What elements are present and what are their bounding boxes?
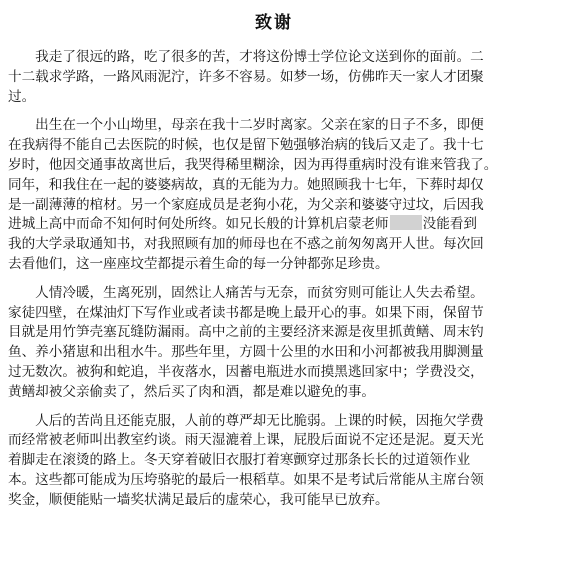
text-line: 人情冷暖，生离死别，固然让人痛苦与无奈，而贫穷则可能让人失去希望。 xyxy=(8,284,484,301)
redacted-name-box xyxy=(390,215,422,230)
text-segment: 进城上高中而命不知何时何处所终。如兄长般的计算机启蒙老师 xyxy=(8,216,389,233)
paragraph-3 xyxy=(8,284,540,403)
paragraph-2 xyxy=(8,116,540,274)
text-line: 着脚走在滚烫的路上。冬天穿着破旧衣服打着寒颤穿过那条长长的过道领作业 xyxy=(8,452,471,469)
text-line: 人后的苦尚且还能克服，人前的尊严却无比脆弱。上课的时候，因拖欠学费 xyxy=(8,412,484,429)
text-line: 鱼、养小猪崽和出租水牛。那些年里，方圆十公里的水田和小河都被我用脚测量 xyxy=(8,344,484,361)
text-line: 是一副薄薄的棺材。另一个家庭成员是老狗小花，为父亲和婆婆守过坟，后因我 xyxy=(8,196,484,213)
text-line: 去看他们，这一座座坟茔都提示着生命的每一分钟都弥足珍贵。 xyxy=(8,255,389,272)
text-line: 过。 xyxy=(8,88,36,105)
text-line: 我走了很远的路，吃了很多的苦，才将这份博士学位论文送到你的面前。二 xyxy=(8,49,484,65)
text-line: 黄鳝却被父亲偷卖了，然后买了肉和酒，都是难以避免的事。 xyxy=(8,383,376,400)
text-line xyxy=(8,215,540,235)
text-line: 我的大学录取通知书，对我照顾有加的师母也在不惑之前匆匆离开人世。每次回 xyxy=(8,236,484,253)
text-line: 出生在一个小山坳里，母亲在我十二岁时离家。父亲在家的日子不多，即便 xyxy=(8,117,484,134)
text-line: 十二载求学路，一路风雨泥泞，许多不容易。如梦一场，仿佛昨天一家人才团聚 xyxy=(8,68,484,85)
paragraph-4 xyxy=(8,412,540,511)
text-line: 在我病得不能自己去医院的时候，也仅是留下勉强够治病的钱后又走了。我十七 xyxy=(8,137,484,154)
text-line: 同年，和我住在一起的婆婆病故，真的无能为力。她照顾我十七年，下葬时却仅 xyxy=(8,176,484,193)
text-line: 家徒四壁，在煤油灯下写作业或者读书都是晚上最开心的事。如果下雨，保留节 xyxy=(8,304,484,321)
text-line: 本。这些都可能成为压垮骆驼的最后一根稻草。如果不是考试后常能从主席台领 xyxy=(8,471,484,488)
text-line: 而经常被老师叫出教室约谈。雨天湿漉着上课，屁股后面说不定还是泥。夏天光 xyxy=(8,432,484,449)
text-line: 目就是用竹笋壳塞瓦缝防漏雨。高中之前的主要经济来源是夜里抓黄鳝、周末钓 xyxy=(8,324,484,341)
text-segment: 没能看到 xyxy=(422,216,477,233)
text-line: 过无数次。被狗和蛇追，半夜落水，因蓄电瓶进水而摸黑逃回家中；学费没交， xyxy=(8,363,484,380)
text-line: 奖金，顺便能贴一墙奖状满足最后的虚荣心，我可能早已放弃。 xyxy=(8,491,389,508)
paragraph-1 xyxy=(8,48,540,107)
page-title: 致谢 xyxy=(255,13,293,33)
text-line: 岁时，他因交通事故离世后，我哭得稀里糊涂，因为再得重病时没有谁来管我了。 xyxy=(8,156,498,173)
